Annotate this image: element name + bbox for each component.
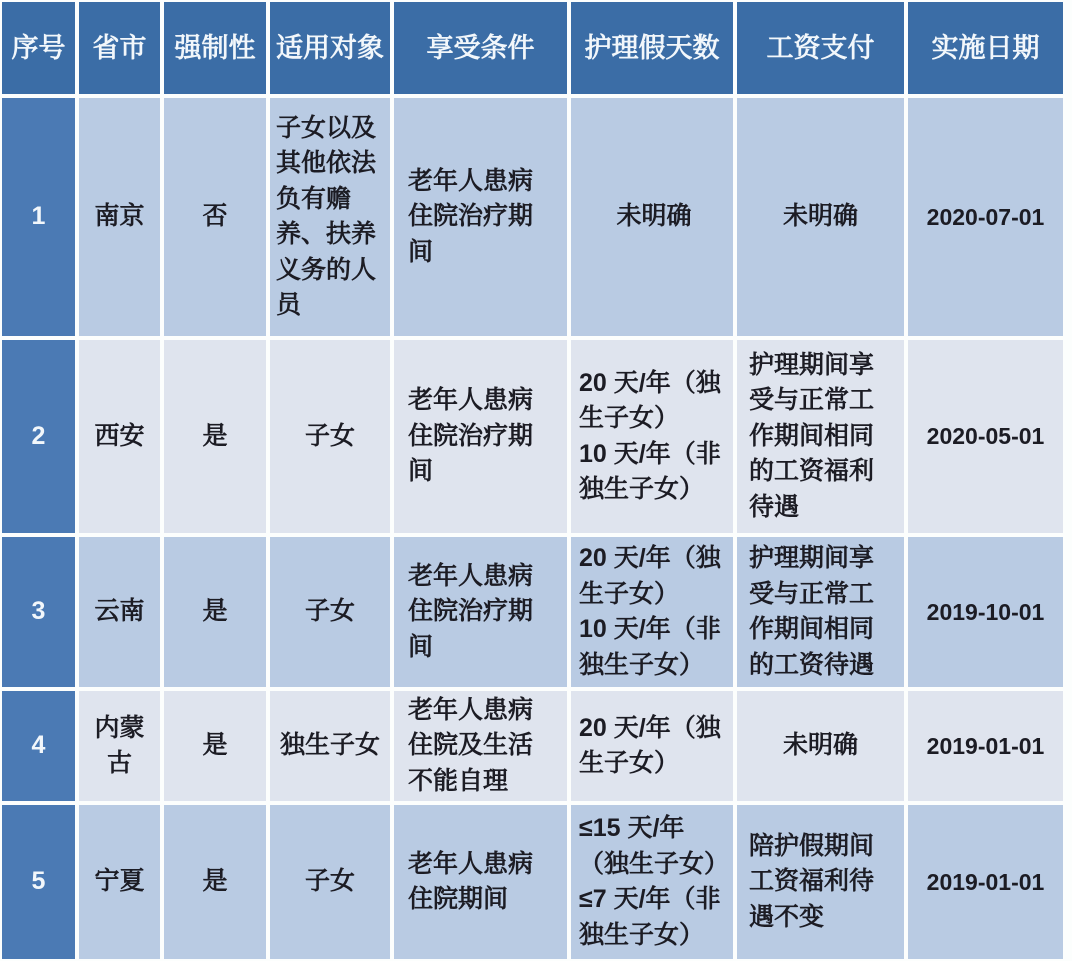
cell-pay: 陪护假期间工资福利待遇不变 <box>737 805 904 959</box>
cell-date: 2020-07-01 <box>908 98 1063 336</box>
cell-province: 云南 <box>79 537 160 687</box>
cell-province: 南京 <box>79 98 160 336</box>
cell-province: 西安 <box>79 340 160 533</box>
header-condition: 享受条件 <box>394 2 567 94</box>
cell-condition: 老年人患病住院治疗期间 <box>394 340 567 533</box>
cell-leave-days <box>571 691 733 801</box>
cell-mandatory: 是 <box>164 805 266 959</box>
cell-mandatory: 是 <box>164 340 266 533</box>
cell-target: 子女 <box>270 340 390 533</box>
cell-no: 3 <box>2 537 75 687</box>
leave-days-line-1: 未明确 <box>616 202 692 231</box>
leave-days-line-1: 20 天/年（独生子女） <box>579 368 721 432</box>
cell-mandatory: 是 <box>164 691 266 801</box>
leave-days-line-1: 20 天/年（独生子女） <box>579 544 721 608</box>
cell-no: 5 <box>2 805 75 959</box>
cell-target: 子女以及其他依法负有赡养、扶养义务的人员 <box>270 98 390 336</box>
cell-no: 2 <box>2 340 75 533</box>
cell-condition: 老年人患病住院治疗期间 <box>394 98 567 336</box>
leave-days-line-1: ≤15 天/年（独生子女） <box>579 814 730 878</box>
cell-condition: 老年人患病住院治疗期间 <box>394 537 567 687</box>
cell-mandatory: 是 <box>164 537 266 687</box>
header-leave-days: 护理假天数 <box>571 2 733 94</box>
leave-days-line-2: ≤7 天/年（非独生子女） <box>579 885 721 949</box>
cell-pay: 护理期间享受与正常工作期间相同的工资待遇 <box>737 537 904 687</box>
cell-province: 宁夏 <box>79 805 160 959</box>
header-date: 实施日期 <box>908 2 1063 94</box>
cell-target: 独生子女 <box>270 691 390 801</box>
cell-target: 子女 <box>270 537 390 687</box>
header-target: 适用对象 <box>270 2 390 94</box>
cell-province: 内蒙古 <box>79 691 160 801</box>
cell-pay: 未明确 <box>737 691 904 801</box>
cell-condition: 老年人患病住院及生活不能自理 <box>394 691 567 801</box>
cell-leave-days <box>571 537 733 687</box>
cell-pay: 护理期间享受与正常工作期间相同的工资福利待遇 <box>737 340 904 533</box>
cell-date: 2019-01-01 <box>908 805 1063 959</box>
cell-pay: 未明确 <box>737 98 904 336</box>
header-pay: 工资支付 <box>737 2 904 94</box>
cell-mandatory: 否 <box>164 98 266 336</box>
cell-leave-days <box>571 805 733 959</box>
cell-date: 2020-05-01 <box>908 340 1063 533</box>
leave-days-line-1: 20 天/年（独生子女） <box>579 713 721 777</box>
cell-date: 2019-01-01 <box>908 691 1063 801</box>
header-no: 序号 <box>2 2 75 94</box>
cell-leave-days <box>571 98 733 336</box>
header-mandatory: 强制性 <box>164 2 266 94</box>
cell-condition: 老年人患病住院期间 <box>394 805 567 959</box>
header-province: 省市 <box>79 2 160 94</box>
cell-no: 4 <box>2 691 75 801</box>
cell-target: 子女 <box>270 805 390 959</box>
leave-days-line-2: 10 天/年（非独生子女） <box>579 615 721 679</box>
cell-leave-days <box>571 340 733 533</box>
cell-no: 1 <box>2 98 75 336</box>
cell-date: 2019-10-01 <box>908 537 1063 687</box>
leave-days-line-2: 10 天/年（非独生子女） <box>579 439 721 503</box>
